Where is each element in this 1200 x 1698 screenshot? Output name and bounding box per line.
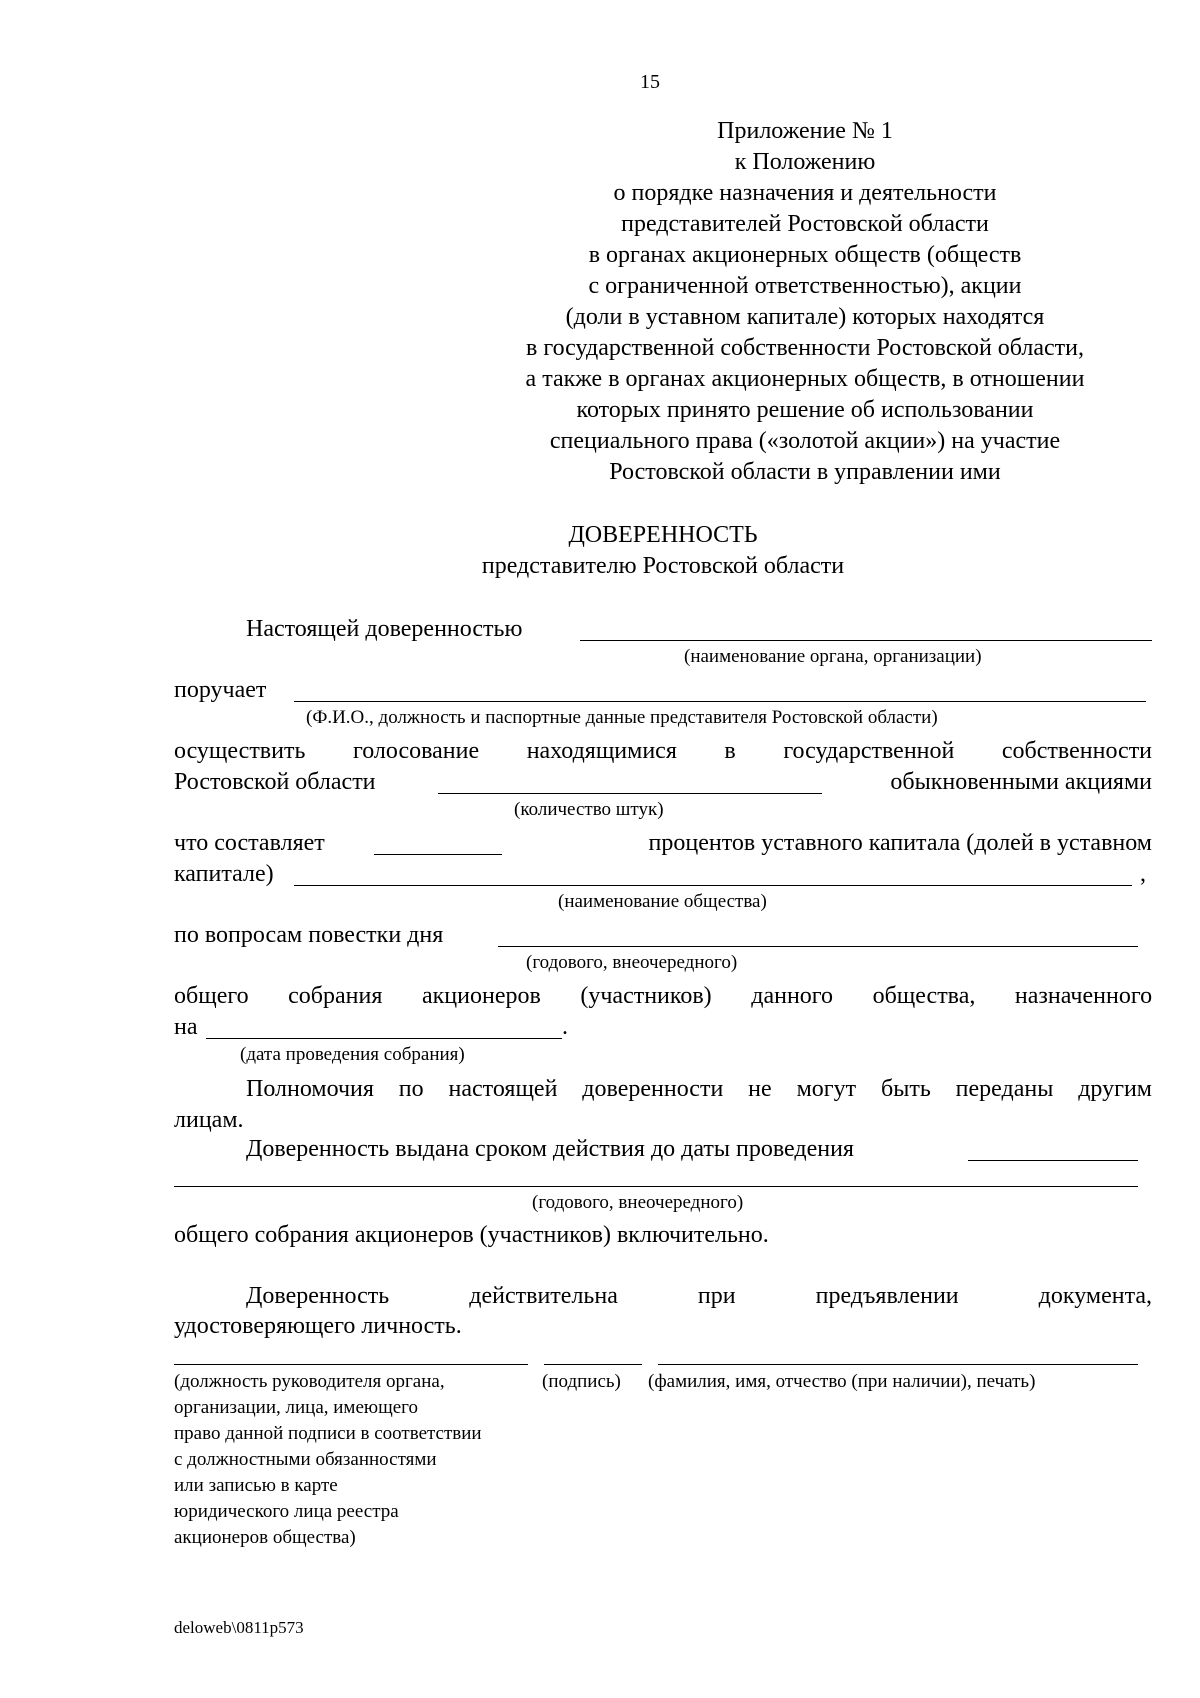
full-name-blank[interactable] <box>658 1364 1138 1365</box>
form-text: . <box>562 1014 568 1040</box>
document-title: ДОВЕРЕННОСТЬ <box>568 522 758 548</box>
form-text: на <box>174 1014 198 1040</box>
paragraph-line: общего собрания акционеров (участников) включительно. <box>174 1222 769 1248</box>
word: общего <box>174 983 249 1009</box>
word: (участников) <box>580 983 712 1009</box>
form-text: капитале) <box>174 861 274 887</box>
field-hint: (дата проведения собрания) <box>240 1044 465 1065</box>
full-name-hint: (фамилия, имя, отчество (при наличии), печать) <box>648 1371 1036 1392</box>
validity-blank[interactable] <box>968 1160 1138 1161</box>
shares-count-blank[interactable] <box>438 793 822 794</box>
word: общества, <box>872 983 976 1009</box>
word: осуществить <box>174 738 306 764</box>
appendix-line: специального права («золотой акции») на участие <box>549 428 1061 454</box>
form-text: поручает <box>174 677 267 703</box>
footer-doc-id: deloweb\0811p573 <box>174 1618 304 1637</box>
field-hint: (Ф.И.О., должность и паспортные данные представителя Ростовской области) <box>306 707 938 728</box>
word: собственности <box>1001 738 1153 764</box>
word: Доверенность <box>246 1283 390 1309</box>
form-justified-line <box>174 736 1152 766</box>
form-text: , <box>1140 861 1146 887</box>
form-text: Ростовской области <box>174 769 376 795</box>
field-hint: (годового, внеочередного) <box>526 952 738 973</box>
word: данного <box>751 983 834 1009</box>
field-hint: (количество штук) <box>514 799 664 820</box>
form-text: по вопросам повестки дня <box>174 922 444 948</box>
hint-line: акционеров общества) <box>174 1527 356 1548</box>
form-text: Настоящей доверенностью <box>246 616 523 642</box>
organ-name-blank[interactable] <box>580 640 1152 641</box>
word: предъявлении <box>815 1283 959 1309</box>
field-hint: (наименование общества) <box>558 891 767 912</box>
percent-blank[interactable] <box>374 854 502 855</box>
field-hint: (годового, внеочередного) <box>532 1192 744 1213</box>
hint-line: (должность руководителя органа, <box>174 1371 445 1392</box>
position-hint <box>174 1370 482 1552</box>
paragraph-line: лицам. <box>174 1107 244 1133</box>
meeting-date-blank[interactable] <box>206 1038 562 1039</box>
appendix-line: (доли в уставном капитале) которых находятся <box>565 304 1045 330</box>
appendix-line: Приложение № 1 <box>717 118 893 144</box>
paragraph-line: Доверенность выдана сроком действия до даты проведения <box>246 1136 854 1162</box>
word: акционеров <box>421 983 541 1009</box>
paragraph-line: Полномочия по настоящей доверенности не могут быть переданы другим <box>246 1076 1152 1102</box>
word: действительна <box>469 1283 618 1309</box>
form-justified-line <box>246 1281 1152 1311</box>
hint-line: с должностными обязанностями <box>174 1449 437 1470</box>
word: при <box>697 1283 736 1309</box>
appendix-line: которых принято решение об использовании <box>576 397 1034 423</box>
appendix-line: в органах акционерных обществ (обществ <box>588 242 1022 268</box>
representative-blank[interactable] <box>294 701 1146 702</box>
paragraph-line: удостоверяющего личность. <box>174 1313 462 1339</box>
appendix-line: а также в органах акционерных обществ, в отношении <box>525 366 1085 392</box>
company-name-blank[interactable] <box>294 885 1132 886</box>
form-text: процентов уставного капитала (долей в уставном <box>648 830 1152 856</box>
position-blank[interactable] <box>174 1364 528 1365</box>
hint-line: право данной подписи в соответствии <box>174 1423 482 1444</box>
form-text: обыкновенными акциями <box>890 769 1152 795</box>
form-justified-line <box>174 981 1152 1011</box>
appendix-line: с ограниченной ответственностью), акции <box>588 273 1022 299</box>
word: назначенного <box>1014 983 1153 1009</box>
hint-line: юридического лица реестра <box>174 1501 399 1522</box>
form-text: что составляет <box>174 830 325 856</box>
validity-blank-continued[interactable] <box>174 1186 1138 1187</box>
word: собрания <box>288 983 383 1009</box>
hint-line: или записью в карте <box>174 1475 338 1496</box>
word: в <box>724 738 736 764</box>
appendix-line: представителей Ростовской области <box>621 211 989 237</box>
appendix-line: к Положению <box>734 149 876 175</box>
word: голосование <box>352 738 480 764</box>
appendix-line: в государственной собственности Ростовской области, <box>525 335 1085 361</box>
word: документа, <box>1038 1283 1153 1309</box>
word: государственной <box>783 738 955 764</box>
word: находящимися <box>526 738 677 764</box>
agenda-blank[interactable] <box>498 946 1138 947</box>
signature-blank[interactable] <box>544 1364 642 1365</box>
appendix-line: о порядке назначения и деятельности <box>613 180 997 206</box>
appendix-line: Ростовской области в управлении ими <box>609 459 1001 485</box>
page-number: 15 <box>640 71 660 93</box>
signature-hint: (подпись) <box>542 1371 621 1392</box>
document-subtitle: представителю Ростовской области <box>481 553 845 579</box>
hint-line: организации, лица, имеющего <box>174 1397 418 1418</box>
field-hint: (наименование органа, организации) <box>684 646 982 667</box>
appendix-header <box>460 116 1150 488</box>
